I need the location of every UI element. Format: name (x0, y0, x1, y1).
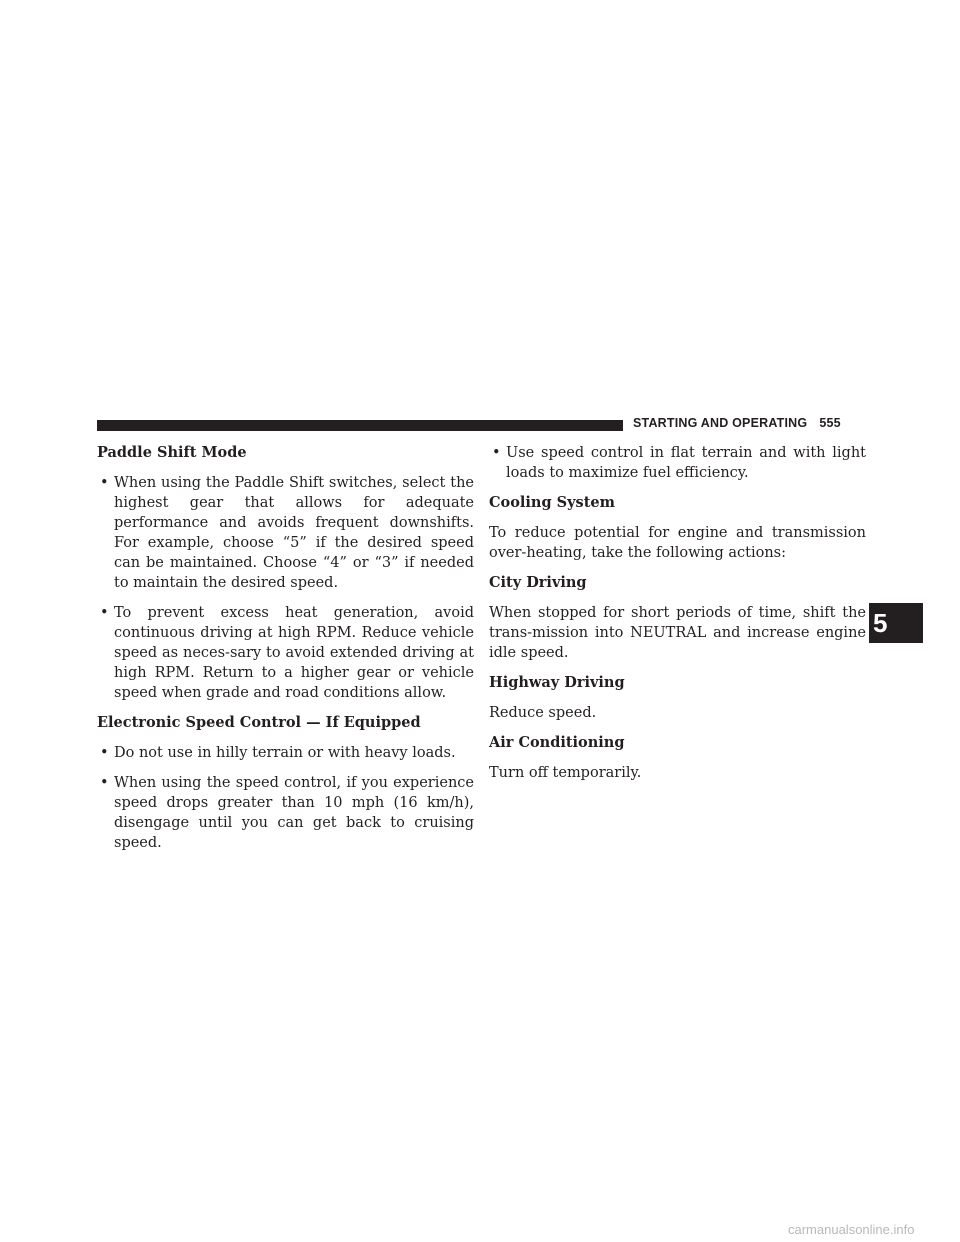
page-number: 555 (819, 416, 841, 430)
air-conditioning-heading: Air Conditioning (489, 734, 625, 751)
list-item (97, 473, 474, 593)
bullet-icon: • (100, 745, 109, 761)
city-driving-heading: City Driving (489, 574, 587, 591)
highway-driving-text: Reduce speed. (489, 705, 597, 721)
cooling-system-heading: Cooling System (489, 494, 615, 511)
city-driving-text: When stopped for short periods of time, shift the trans-mission into NEUTRAL and increase engine idle speed. (489, 605, 866, 661)
cooling-system-text: To reduce potential for engine and transmission over-heating, take the following actions: (489, 525, 866, 561)
list-item-text: Do not use in hilly terrain or with heavy loads. (114, 745, 456, 761)
list-item-text: When using the Paddle Shift switches, select the highest gear that allows for adequate performance and avoids frequent downshifts. For example, choose “5” if the desired speed can be maintained. Choose “4” or “3” if needed to maintain the desired speed. (114, 475, 474, 591)
speed-control-heading: Electronic Speed Control — If Equipped (97, 714, 421, 731)
bullet-icon: • (100, 605, 109, 621)
header-rule (97, 420, 623, 431)
air-conditioning-text: Turn off temporarily. (489, 765, 642, 781)
bullet-icon: • (492, 445, 501, 461)
paddle-shift-heading: Paddle Shift Mode (97, 444, 247, 461)
bullet-icon: • (100, 475, 109, 491)
left-column (97, 443, 474, 863)
list-item (489, 443, 866, 483)
list-item (97, 773, 474, 853)
section-title: STARTING AND OPERATING (633, 416, 808, 430)
bullet-icon: • (100, 775, 109, 791)
list-item-text: Use speed control in flat terrain and with light loads to maximize fuel efficiency. (506, 445, 866, 481)
list-item-text: To prevent excess heat generation, avoid continuous driving at high RPM. Reduce vehicle speed as neces-sary to avoid extended driving at high RPM. Return to a higher gear or vehicle speed when grade and road conditions allow. (114, 605, 474, 701)
running-header (633, 416, 841, 430)
list-item (97, 743, 474, 763)
list-item-text: When using the speed control, if you experience speed drops greater than 10 mph (16 km/h), disengage until you can get back to cruising speed. (114, 775, 474, 851)
chapter-tab: 5 (869, 603, 923, 643)
right-column (489, 443, 866, 793)
watermark: carmanualsonline.info (788, 1222, 915, 1237)
highway-driving-heading: Highway Driving (489, 674, 625, 691)
list-item (97, 603, 474, 703)
